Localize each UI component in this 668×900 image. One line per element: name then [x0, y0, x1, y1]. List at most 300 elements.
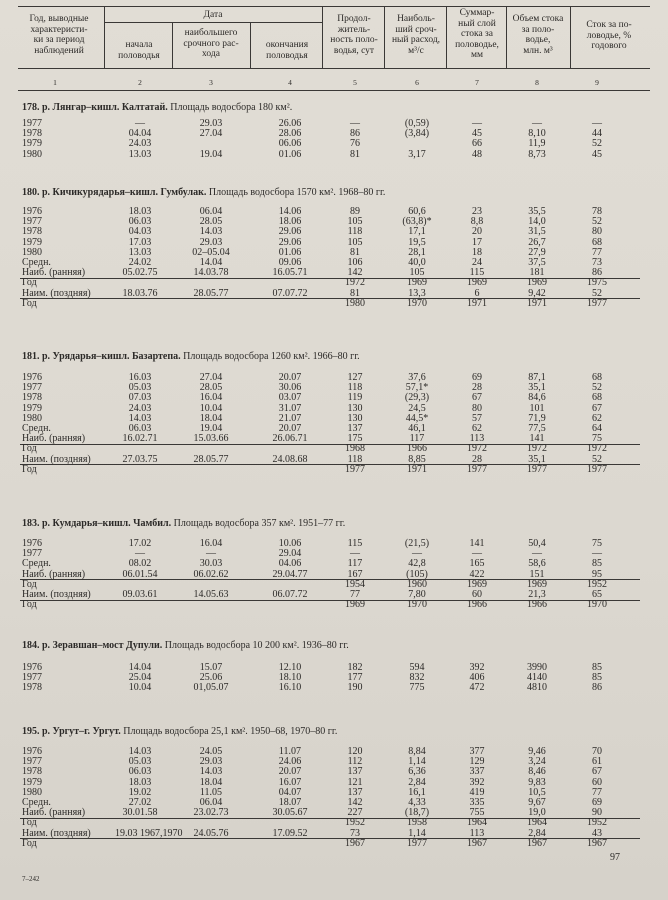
cell-col4: 07.07.72	[272, 287, 308, 299]
cell-col5: 86	[350, 128, 360, 140]
cell-col6: 1,14	[408, 756, 426, 768]
cell-col4: 06.07.72	[272, 589, 308, 600]
cell-col7: —	[472, 548, 482, 560]
cell-col9: 70	[592, 746, 602, 757]
cell-col2: 18.03	[128, 206, 152, 217]
cell-col1: 1980	[22, 786, 42, 798]
cell-col1: Средн.	[22, 257, 51, 268]
cell-col9: 52	[592, 216, 602, 228]
cell-col4: 17.09.52	[272, 827, 308, 839]
cell-col6: 46,1	[408, 423, 426, 434]
cell-col7: 60	[472, 589, 482, 600]
cell-col8: 37,5	[528, 257, 546, 268]
section-number: 184.	[22, 640, 40, 651]
cell-col4: 30.05.67	[272, 807, 308, 819]
cell-col6: 105	[409, 267, 425, 279]
cell-col7: 129	[469, 756, 485, 768]
cell-col8: 10,5	[528, 786, 546, 798]
cell-col5: 137	[347, 786, 363, 798]
cell-col7: 472	[469, 682, 485, 694]
cell-col6: (3,84)	[404, 128, 430, 140]
cell-col9: 65	[592, 589, 602, 600]
cell-col5: 137	[347, 766, 363, 778]
cell-col8: 141	[529, 433, 545, 445]
cell-col7: 66	[472, 138, 482, 150]
cell-col3: 06.04	[199, 797, 223, 808]
cell-col6: 28,1	[408, 246, 426, 258]
cell-col1: Средн.	[22, 797, 51, 808]
section-number: 183.	[22, 518, 40, 529]
cell-col1: Наим. (поздняя)	[22, 827, 91, 839]
section-title	[22, 726, 337, 737]
cell-col4: 12.10	[278, 662, 302, 673]
cell-col2: 13.03	[128, 148, 152, 160]
cell-col4: 06.06	[278, 138, 302, 150]
cell-col2: 17.02	[128, 538, 152, 549]
cell-col2: 16.03	[128, 372, 152, 383]
cell-col7: 28	[472, 382, 482, 394]
cell-col9: 1970	[587, 599, 607, 611]
cell-col7: —	[472, 118, 482, 129]
cell-col1: 1978	[22, 766, 42, 778]
table-row	[0, 464, 668, 475]
cell-col2: 08.02	[128, 558, 152, 570]
cell-col8: 1966	[527, 599, 547, 611]
header-col4: окончания половодья	[265, 40, 309, 61]
cell-col3: 29.03	[199, 236, 223, 248]
cell-col6: 1977	[407, 837, 427, 849]
cell-col5: 115	[347, 538, 363, 549]
river-name: р. Зеравшан–мост Дупули.	[42, 640, 163, 651]
cell-col9: 44	[592, 128, 602, 140]
table-row	[0, 599, 668, 610]
table-row	[0, 838, 668, 849]
cell-col9: 1977	[587, 463, 607, 475]
cell-col5: 1952	[345, 817, 365, 829]
cell-col2: 27.03.75	[122, 453, 158, 465]
cell-col2: 27.02	[128, 797, 152, 808]
cell-col4: 01.06	[278, 148, 302, 160]
cell-col8: 4810	[527, 682, 547, 694]
cell-col8: 1967	[527, 837, 547, 849]
section-title	[22, 351, 360, 362]
cell-col5: 1972	[345, 277, 365, 289]
cell-col9: 90	[592, 807, 602, 819]
cell-col9: 52	[592, 138, 602, 150]
cell-col3: 14.04	[199, 257, 223, 268]
section-title	[22, 102, 292, 113]
cell-col4: 24.06	[278, 756, 302, 768]
cell-col5: 1980	[345, 297, 365, 309]
cell-col7: 69	[472, 372, 482, 383]
cell-col7: 1964	[467, 817, 487, 829]
table-header	[0, 6, 668, 86]
section-description: Площадь водосбора 1260 км². 1966–80 гг.	[183, 351, 360, 362]
cell-col3: 06.02.62	[193, 568, 229, 580]
cell-col3: 25.06	[199, 672, 223, 684]
cell-col2: 04.04	[128, 128, 152, 140]
cell-col9: 85	[592, 672, 602, 684]
cell-col5: 167	[347, 568, 363, 580]
cell-col6: 42,8	[408, 558, 426, 570]
cell-col9: 43	[592, 827, 602, 839]
cell-col3: 02–05.04	[192, 246, 230, 258]
cell-col2: 06.03	[128, 216, 152, 228]
cell-col8: 11,9	[528, 138, 546, 150]
cell-col7: 48	[472, 148, 482, 160]
cell-col5: 81	[350, 246, 360, 258]
cell-col2: 10.04	[128, 682, 152, 694]
cell-col2: 19.03 1967,1970	[115, 827, 183, 839]
cell-col5: 130	[347, 402, 363, 414]
cell-col4: 24.08.68	[272, 453, 308, 465]
cell-col3: 11.05	[199, 786, 223, 798]
section-number: 178.	[22, 102, 40, 113]
cell-col2: 06.01.54	[122, 568, 158, 580]
cell-col1: Год	[22, 837, 37, 849]
cell-col1: 1979	[22, 236, 42, 248]
colnum-6: 6	[415, 78, 419, 87]
cell-col7: 406	[469, 672, 485, 684]
cell-col4: 16.10	[278, 682, 302, 694]
cell-col9: 75	[592, 538, 602, 549]
cell-col7: 80	[472, 402, 482, 414]
cell-col9: 68	[592, 392, 602, 404]
cell-col7: 113	[469, 433, 485, 445]
cell-col8: 19,0	[528, 807, 546, 819]
cell-col7: 1967	[467, 837, 487, 849]
cell-col6: 2,84	[408, 776, 426, 788]
cell-col7: 113	[469, 827, 485, 839]
cell-col6: 1971	[407, 463, 427, 475]
cell-col1: Год	[22, 578, 37, 590]
cell-col7: 755	[469, 807, 485, 819]
cell-col3: 06.04	[199, 206, 223, 217]
colnum-8: 8	[535, 78, 539, 87]
cell-col8: 151	[529, 568, 545, 580]
cell-col7: 1969	[467, 578, 487, 590]
cell-col4: 04.07	[278, 786, 302, 798]
cell-col6: 8,84	[408, 746, 426, 757]
section-description: Площадь водосбора 180 км².	[170, 102, 293, 113]
header-col2: начала половодья	[118, 40, 160, 61]
cell-col4: 20.07	[278, 372, 302, 383]
cell-col4: 18.06	[278, 216, 302, 228]
cell-col3: 24.05.76	[193, 827, 229, 839]
cell-col5: 137	[347, 423, 363, 434]
cell-col1: 1977	[22, 118, 42, 129]
cell-col6: 594	[409, 662, 425, 673]
cell-col2: 16.02.71	[122, 433, 158, 445]
cell-col7: 45	[472, 128, 482, 140]
cell-col5: 89	[350, 206, 360, 217]
cell-col6: 1970	[407, 599, 427, 611]
colnum-2: 2	[138, 78, 142, 87]
cell-col7: 1971	[467, 297, 487, 309]
cell-col8: 87,1	[528, 372, 546, 383]
cell-col6: 24,5	[408, 402, 426, 414]
cell-col2: 04.03	[128, 226, 152, 238]
cell-col3: 14.03.78	[193, 267, 229, 279]
cell-col3: 15.03.66	[193, 433, 229, 445]
cell-col5: 76	[350, 138, 360, 150]
cell-col9: 78	[592, 206, 602, 217]
section-title	[22, 640, 349, 651]
cell-col5: 118	[347, 382, 363, 394]
cell-col1: 1978	[22, 226, 42, 238]
header-col9: Сток за по- ловодье, % годового	[586, 20, 632, 51]
cell-col2: 06.03	[128, 766, 152, 778]
cell-col4: 14.06	[278, 206, 302, 217]
cell-col8: 1964	[527, 817, 547, 829]
cell-col3: 28.05	[199, 382, 223, 394]
cell-col4: 20.07	[278, 423, 302, 434]
cell-col9: 1977	[587, 297, 607, 309]
cell-col5: 118	[347, 226, 363, 238]
river-name: р. Урядарья–кишл. Базартепа.	[42, 351, 181, 362]
cell-col3: 28.05.77	[193, 453, 229, 465]
cell-col1: Наиб. (ранняя)	[22, 807, 86, 819]
section-description: Площадь водосбора 10 200 км². 1936–80 гг.	[164, 640, 349, 651]
cell-col7: 141	[469, 538, 485, 549]
header-col6: Наиболь- ший сроч- ный расход, м³/с	[391, 14, 441, 56]
cell-col9: 85	[592, 558, 602, 570]
cell-col1: 1976	[22, 206, 42, 217]
cell-col6: (29,3)	[404, 392, 430, 404]
cell-col9: 1975	[587, 277, 607, 289]
cell-col7: 392	[469, 776, 485, 788]
cell-col7: 422	[469, 568, 485, 580]
cell-col9: 1972	[587, 443, 607, 455]
cell-col3: 19.04	[199, 423, 223, 434]
cell-col5: 73	[350, 827, 360, 839]
cell-col7: 1972	[467, 443, 487, 455]
cell-col8: 9,83	[528, 776, 546, 788]
cell-col5: 121	[347, 776, 363, 788]
cell-col5: 1969	[345, 599, 365, 611]
cell-col6: 17,1	[408, 226, 426, 238]
cell-col4: 29.06	[278, 226, 302, 238]
cell-col8: 2,84	[528, 827, 546, 839]
cell-col8: 9,42	[528, 287, 546, 299]
cell-col8: 1977	[527, 463, 547, 475]
cell-col6: 4,33	[408, 797, 426, 808]
cell-col6: 13,3	[408, 287, 426, 299]
cell-col7: 62	[472, 423, 482, 434]
cell-col7: 1969	[467, 277, 487, 289]
cell-col6: 1,14	[408, 827, 426, 839]
cell-col8: 21,3	[528, 589, 546, 600]
cell-col1: Наим. (поздняя)	[22, 287, 91, 299]
colnum-3: 3	[209, 78, 213, 87]
cell-col1: 1978	[22, 128, 42, 140]
cell-col6: 6,36	[408, 766, 426, 778]
cell-col5: 1954	[345, 578, 365, 590]
cell-col6: 16,1	[408, 786, 426, 798]
cell-col4: 18.07	[278, 797, 302, 808]
cell-col3: 28.05	[199, 216, 223, 228]
cell-col5: 106	[347, 257, 363, 268]
cell-col9: 61	[592, 756, 602, 768]
cell-col2: 05.02.75	[122, 267, 158, 279]
printer-signature: 7–242	[22, 875, 40, 883]
cell-col8: 9,46	[528, 746, 546, 757]
cell-col8: 3990	[527, 662, 547, 673]
cell-col7: 17	[472, 236, 482, 248]
cell-col1: Год	[22, 463, 37, 475]
cell-col3: 24.05	[199, 746, 223, 757]
cell-col2: 30.01.58	[122, 807, 158, 819]
cell-col5: 77	[350, 589, 360, 600]
cell-col8: 71,9	[528, 412, 546, 424]
cell-col7: 20	[472, 226, 482, 238]
cell-col7: 57	[472, 412, 482, 424]
cell-col7: 1977	[467, 463, 487, 475]
cell-col3: 29.03	[199, 756, 223, 768]
cell-col8: 1969	[527, 277, 547, 289]
cell-col9: 75	[592, 433, 602, 445]
cell-col5: 177	[347, 672, 363, 684]
cell-col1: 1978	[22, 682, 42, 694]
cell-col2: 19.02	[128, 786, 152, 798]
cell-col4: 04.06	[278, 558, 302, 570]
cell-col4: 18.10	[278, 672, 302, 684]
cell-col9: 77	[592, 246, 602, 258]
cell-col1: 1976	[22, 662, 42, 673]
cell-col7: 115	[469, 267, 485, 279]
cell-col6: 1970	[407, 297, 427, 309]
cell-col7: 23	[472, 206, 482, 217]
cell-col1: 1980	[22, 246, 42, 258]
cell-col7: 377	[469, 746, 485, 757]
cell-col3: 16.04	[199, 392, 223, 404]
cell-col2: 07.03	[128, 392, 152, 404]
header-col5: Продол- житель- ность поло- водья, сут	[330, 14, 378, 56]
cell-col8: 1969	[527, 578, 547, 590]
cell-col6: 1958	[407, 817, 427, 829]
cell-col3: 18.04	[199, 412, 223, 424]
section-number: 195.	[22, 726, 40, 737]
cell-col9: 86	[592, 682, 602, 694]
cell-col2: 09.03.61	[122, 589, 158, 600]
cell-col6: 40,0	[408, 257, 426, 268]
cell-col1: 1979	[22, 776, 42, 788]
cell-col1: Наим. (поздняя)	[22, 453, 91, 465]
cell-col8: 181	[529, 267, 545, 279]
cell-col8: 84,6	[528, 392, 546, 404]
cell-col5: 130	[347, 412, 363, 424]
cell-col8: 35,1	[528, 382, 546, 394]
cell-col9: 85	[592, 662, 602, 673]
header-col3: наибольшего срочного рас- хода	[183, 28, 239, 59]
cell-col2: 13.03	[128, 246, 152, 258]
cell-col3: 19.04	[199, 148, 223, 160]
cell-col4: 16.05.71	[272, 267, 308, 279]
cell-col6: 19,5	[408, 236, 426, 248]
cell-col9: 52	[592, 287, 602, 299]
cell-col8: —	[532, 118, 542, 129]
cell-col4: 21.07	[278, 412, 302, 424]
cell-col5: 120	[347, 746, 363, 757]
cell-col5: 105	[347, 216, 363, 228]
cell-col7: 24	[472, 257, 482, 268]
cell-col9: 68	[592, 236, 602, 248]
cell-col6: (63,8)*	[402, 216, 432, 228]
cell-col6: 57,1*	[405, 382, 429, 394]
cell-col1: Наиб. (ранняя)	[22, 568, 86, 580]
cell-col9: 45	[592, 148, 602, 160]
cell-col7: 419	[469, 786, 485, 798]
cell-col7: 67	[472, 392, 482, 404]
cell-col5: 175	[347, 433, 363, 445]
cell-col7: 335	[469, 797, 485, 808]
cell-col1: Год	[22, 277, 37, 289]
cell-col5: 105	[347, 236, 363, 248]
cell-col4: 11.07	[278, 746, 302, 757]
table-row	[0, 298, 668, 309]
cell-col9: 1967	[587, 837, 607, 849]
cell-col1: 1976	[22, 372, 42, 383]
section-title	[22, 187, 385, 198]
cell-col1: Наиб. (ранняя)	[22, 433, 86, 445]
cell-col3: 14.03	[199, 226, 223, 238]
cell-col5: 182	[347, 662, 363, 673]
cell-col9: 67	[592, 402, 602, 414]
cell-col9: 80	[592, 226, 602, 238]
cell-col6: 44,5*	[405, 412, 429, 424]
cell-col6: 117	[409, 433, 425, 445]
cell-col9: 68	[592, 372, 602, 383]
header-date-group: Дата	[203, 10, 223, 20]
cell-col1: 1980	[22, 412, 42, 424]
cell-col7: 1966	[467, 599, 487, 611]
cell-col8: 14,0	[528, 216, 546, 228]
cell-col2: —	[135, 548, 145, 560]
cell-col8: 31,5	[528, 226, 546, 238]
cell-col8: 8,73	[528, 148, 546, 160]
cell-col3: 27.04	[199, 372, 223, 383]
cell-col6: (18,7)	[404, 807, 430, 819]
table-row	[0, 149, 668, 160]
cell-col1: Год	[22, 443, 37, 455]
cell-col1: 1977	[22, 382, 42, 394]
cell-col8: —	[532, 548, 542, 560]
cell-col1: 1976	[22, 746, 42, 757]
cell-col8: 8,46	[528, 766, 546, 778]
cell-col1: 1978	[22, 392, 42, 404]
cell-col6: 37,6	[408, 372, 426, 383]
cell-col8: 58,6	[528, 558, 546, 570]
page-number: 97	[610, 852, 620, 863]
cell-col2: 17.03	[128, 236, 152, 248]
cell-col3: 23.02.73	[193, 807, 229, 819]
cell-col8: 3,24	[528, 756, 546, 768]
cell-col4: 09.06	[278, 257, 302, 268]
cell-col4: 28.06	[278, 128, 302, 140]
cell-col9: 62	[592, 412, 602, 424]
cell-col8: 1972	[527, 443, 547, 455]
cell-col6: 60,6	[408, 206, 426, 217]
cell-col1: Год	[22, 817, 37, 829]
cell-col4: 03.07	[278, 392, 302, 404]
cell-col1: 1979	[22, 138, 42, 150]
cell-col1: 1976	[22, 538, 42, 549]
colnum-1: 1	[53, 78, 57, 87]
colnum-4: 4	[288, 78, 292, 87]
cell-col5: 117	[347, 558, 363, 570]
cell-col8: 101	[529, 402, 545, 414]
cell-col6: 3,17	[408, 148, 426, 160]
